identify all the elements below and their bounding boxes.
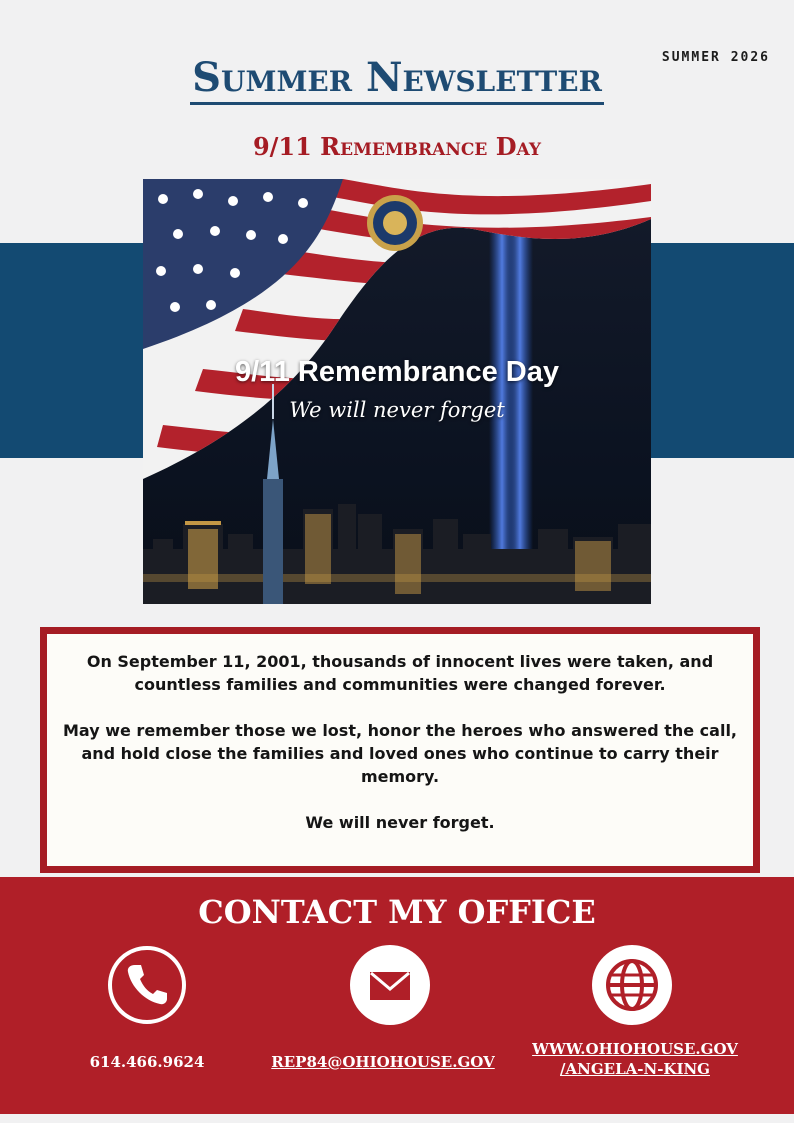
hero-image [143,179,651,604]
season-label: SUMMER 2026 [661,50,770,65]
hero-title: 9/11 Remembrance Day [234,356,560,388]
message-paragraph: We will never forget. [305,813,495,832]
newsletter-subtitle: 9/11 Remembrance Day [252,132,542,161]
email-link[interactable]: REP84@OHIOHOUSE.GOV [271,1053,495,1071]
phone-number[interactable]: 614.466.9624 [89,1053,205,1071]
contact-title: CONTACT MY OFFICE [198,893,596,931]
contact-section [0,877,794,1114]
hero-illustration [143,179,651,604]
website-link[interactable] [515,1039,755,1079]
website-line-1[interactable]: WWW.OHIOHOUSE.GOV [532,1040,738,1058]
seal-icon [367,195,423,251]
hero-tagline: We will never forget [289,398,505,422]
message-paragraph: On September 11, 2001, thousands of innocent lives were taken, and countless families and communities were changed forever. [86,652,714,694]
phone-icon [107,945,187,1025]
mail-icon [350,945,430,1025]
message-paragraph: May we remember those we lost, honor the heroes who answered the call, and hold close the families and loved ones who continue to carry their memory. [63,721,737,786]
newsletter-title-text: Summer Newsletter [190,54,604,105]
website-line-2[interactable]: /ANGELA-N-KING [560,1060,710,1078]
newsletter-title [0,54,794,101]
remembrance-message [40,627,760,873]
globe-icon [592,945,672,1025]
